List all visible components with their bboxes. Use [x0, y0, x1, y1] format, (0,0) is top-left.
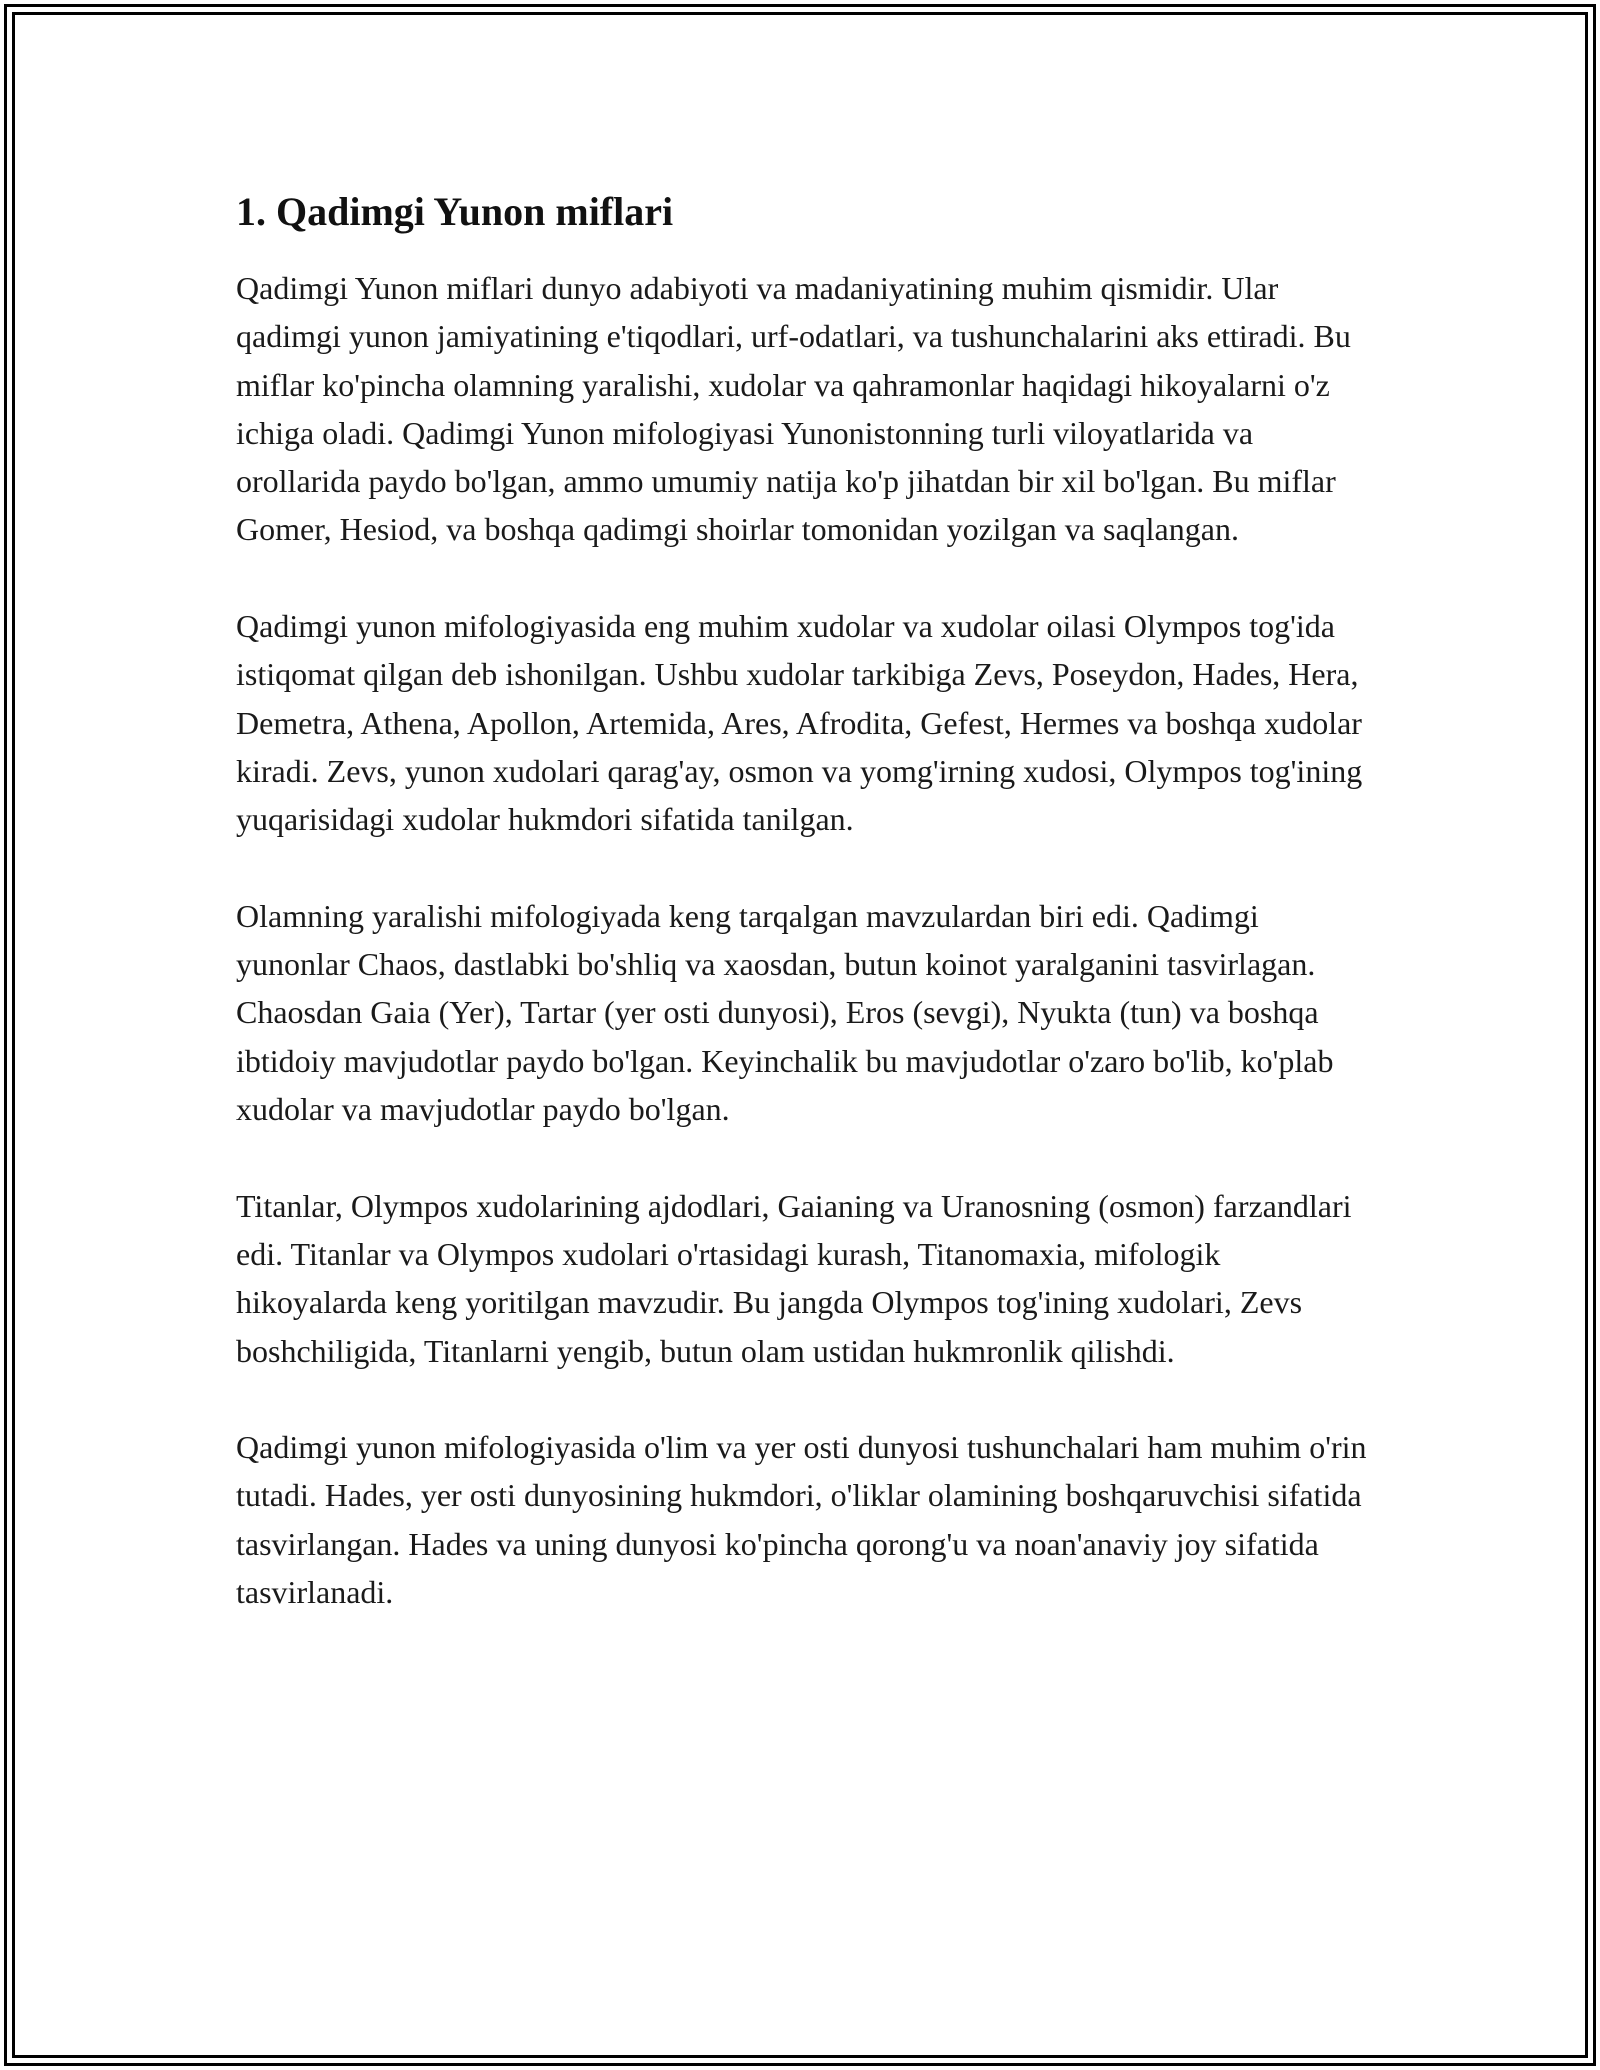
paragraph-olympos-gods: Qadimgi yunon mifologiyasida eng muhim xudolar va xudolar oilasi Olympos tog'ida istiqomat qilgan deb ishonilgan. Ushbu xudolar tarkibiga Zevs, Poseydon, Hades, Hera, Demetra, Athena, Apollon, Artemida, Ares, Afrodita, Gefest, Hermes va boshqa xudolar kiradi. Zevs, yunon xudolari qarag'ay, osmon va yomg'irning xudosi, Olympos tog'ining yuqarisidagi xudolar hukmdori sifatida tanilgan. — [236, 608, 1363, 838]
section-heading: 1. Qadimgi Yunon miflari — [236, 189, 674, 234]
paragraph-underworld: Qadimgi yunon mifologiyasida o'lim va yer osti dunyosi tushunchalari ham muhim o'rin tutadi. Hades, yer osti dunyosining hukmdori, o'liklar olamining boshqaruvchisi sifatida tasvirlangan. Hades va uning dunyosi ko'pincha qorong'u va noan'anaviy joy sifatida tasvirlanadi. — [236, 1429, 1367, 1611]
document-body — [236, 186, 1376, 1616]
paragraph-titans: Titanlar, Olympos xudolarining ajdodlari, Gaianing va Uranosning (osmon) farzandlari edi. Titanlar va Olympos xudolari o'rtasidagi kurash, Titanomaxia, mifologik hikoyalarda keng yoritilgan mavzudir. Bu jangda Olympos tog'ining xudolari, Zevs boshchiligida, Titanlarni yengib, butun olam ustidan hukmronlik qilishdi. — [236, 1187, 1352, 1369]
paragraph-creation: Olamning yaralishi mifologiyada keng tarqalgan mavzulardan biri edi. Qadimgi yunonlar Chaos, dastlabki bo'shliq va xaosdan, butun koinot yaralganini tasvirlagan. Chaosdan Gaia (Yer), Tartar (yer osti dunyosi), Eros (sevgi), Nyukta (tun) va boshqa ibtidoiy mavjudotlar paydo bo'lgan. Keyinchalik bu mavjudotlar o'zaro bo'lib, ko'plab xudolar va mavjudotlar paydo bo'lgan. — [236, 897, 1334, 1128]
paragraph-intro: Qadimgi Yunon miflari dunyo adabiyoti va madaniyatining muhim qismidir. Ular qadimgi yunon jamiyatining e'tiqodlari, urf-odatlari, va tushunchalarini aks ettiradi. Bu miflar ko'pincha olamning yaralishi, xudolar va qahramonlar haqidagi hikoyalarni o'z ichiga oladi. Qadimgi Yunon mifologiyasi Yunonistonning turli viloyatlarida va orollarida paydo bo'lgan, ammo umumiy natija ko'p jihatdan bir xil bo'lgan. Bu miflar Gomer, Hesiod, va boshqa qadimgi shoirlar tomonidan yozilgan va saqlangan. — [236, 270, 1351, 548]
